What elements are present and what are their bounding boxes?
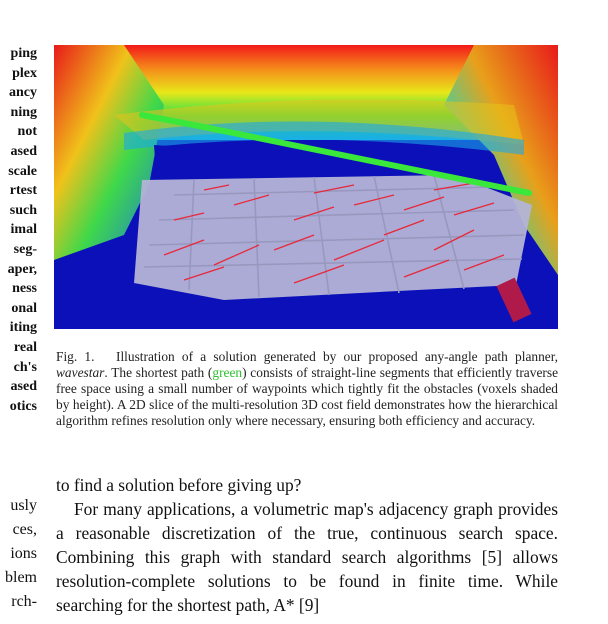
figure-caption <box>56 349 558 429</box>
body-paragraph-2: For many applications, a volumetric map's adjacency graph provides a reasonable discretization of the true, continuous search space. Combining this graph with standard search algorithms [5] allows resolution-complete solutions to be found in finite time. While searching for the shortest path, A* [9] <box>56 499 558 615</box>
caption-text-3: ) consists of straight-line segments that efficiently traverse free space using a small number of waypoints which tightly fit the obstacles (voxels shaded by height). A 2D slice of the multi-resolution 3D cost field demonstrates how the hierarchical algorithm refines resolution only where necessary, ensuring both efficiency and accuracy. <box>56 365 559 428</box>
left-column-fragment: imal <box>10 222 37 238</box>
left-column-fragment: rtest <box>9 183 37 199</box>
left-column-fragment: real <box>13 339 37 355</box>
left-column-fragment: ased <box>10 379 37 395</box>
body-line-1: to find a solution before giving up? <box>56 475 302 495</box>
left-column-cutoff-text-lower <box>0 494 37 614</box>
left-column-fragment: not <box>17 124 37 140</box>
left-column-fragment: seg- <box>13 241 37 257</box>
left-column-fragment: aper, <box>7 261 37 277</box>
left-column-fragment: ness <box>12 281 37 297</box>
left-column-fragment: such <box>9 202 37 218</box>
figure-image <box>54 45 558 329</box>
left-column-fragment: rch- <box>11 593 37 610</box>
green-word: green <box>212 365 243 380</box>
planner-name: wavestar <box>56 365 105 380</box>
left-column-fragment: ancy <box>9 85 37 101</box>
left-column-fragment: ased <box>10 143 37 159</box>
left-column-fragment: ions <box>10 545 37 562</box>
left-column-fragment: ning <box>10 104 37 120</box>
left-column-fragment: onal <box>11 300 37 316</box>
left-column-fragment: ces, <box>12 521 37 538</box>
left-column-fragment: plex <box>12 65 37 81</box>
left-column-fragment: ping <box>10 46 37 61</box>
left-column-fragment: ch's <box>13 359 37 375</box>
left-column-fragment: usly <box>10 497 37 514</box>
left-column-fragment: scale <box>8 163 37 179</box>
left-column-fragment: blem <box>5 569 37 586</box>
left-column-fragment: iting <box>9 320 37 336</box>
caption-text-1: Illustration of a solution generated by our proposed any-angle path planner, <box>115 349 558 364</box>
left-column-cutoff-text <box>0 44 37 416</box>
body-text <box>56 473 558 617</box>
caption-text-2: . The shortest path ( <box>104 365 213 380</box>
left-column-fragment: otics <box>9 398 37 414</box>
figure-label: Fig. 1. <box>56 349 95 364</box>
